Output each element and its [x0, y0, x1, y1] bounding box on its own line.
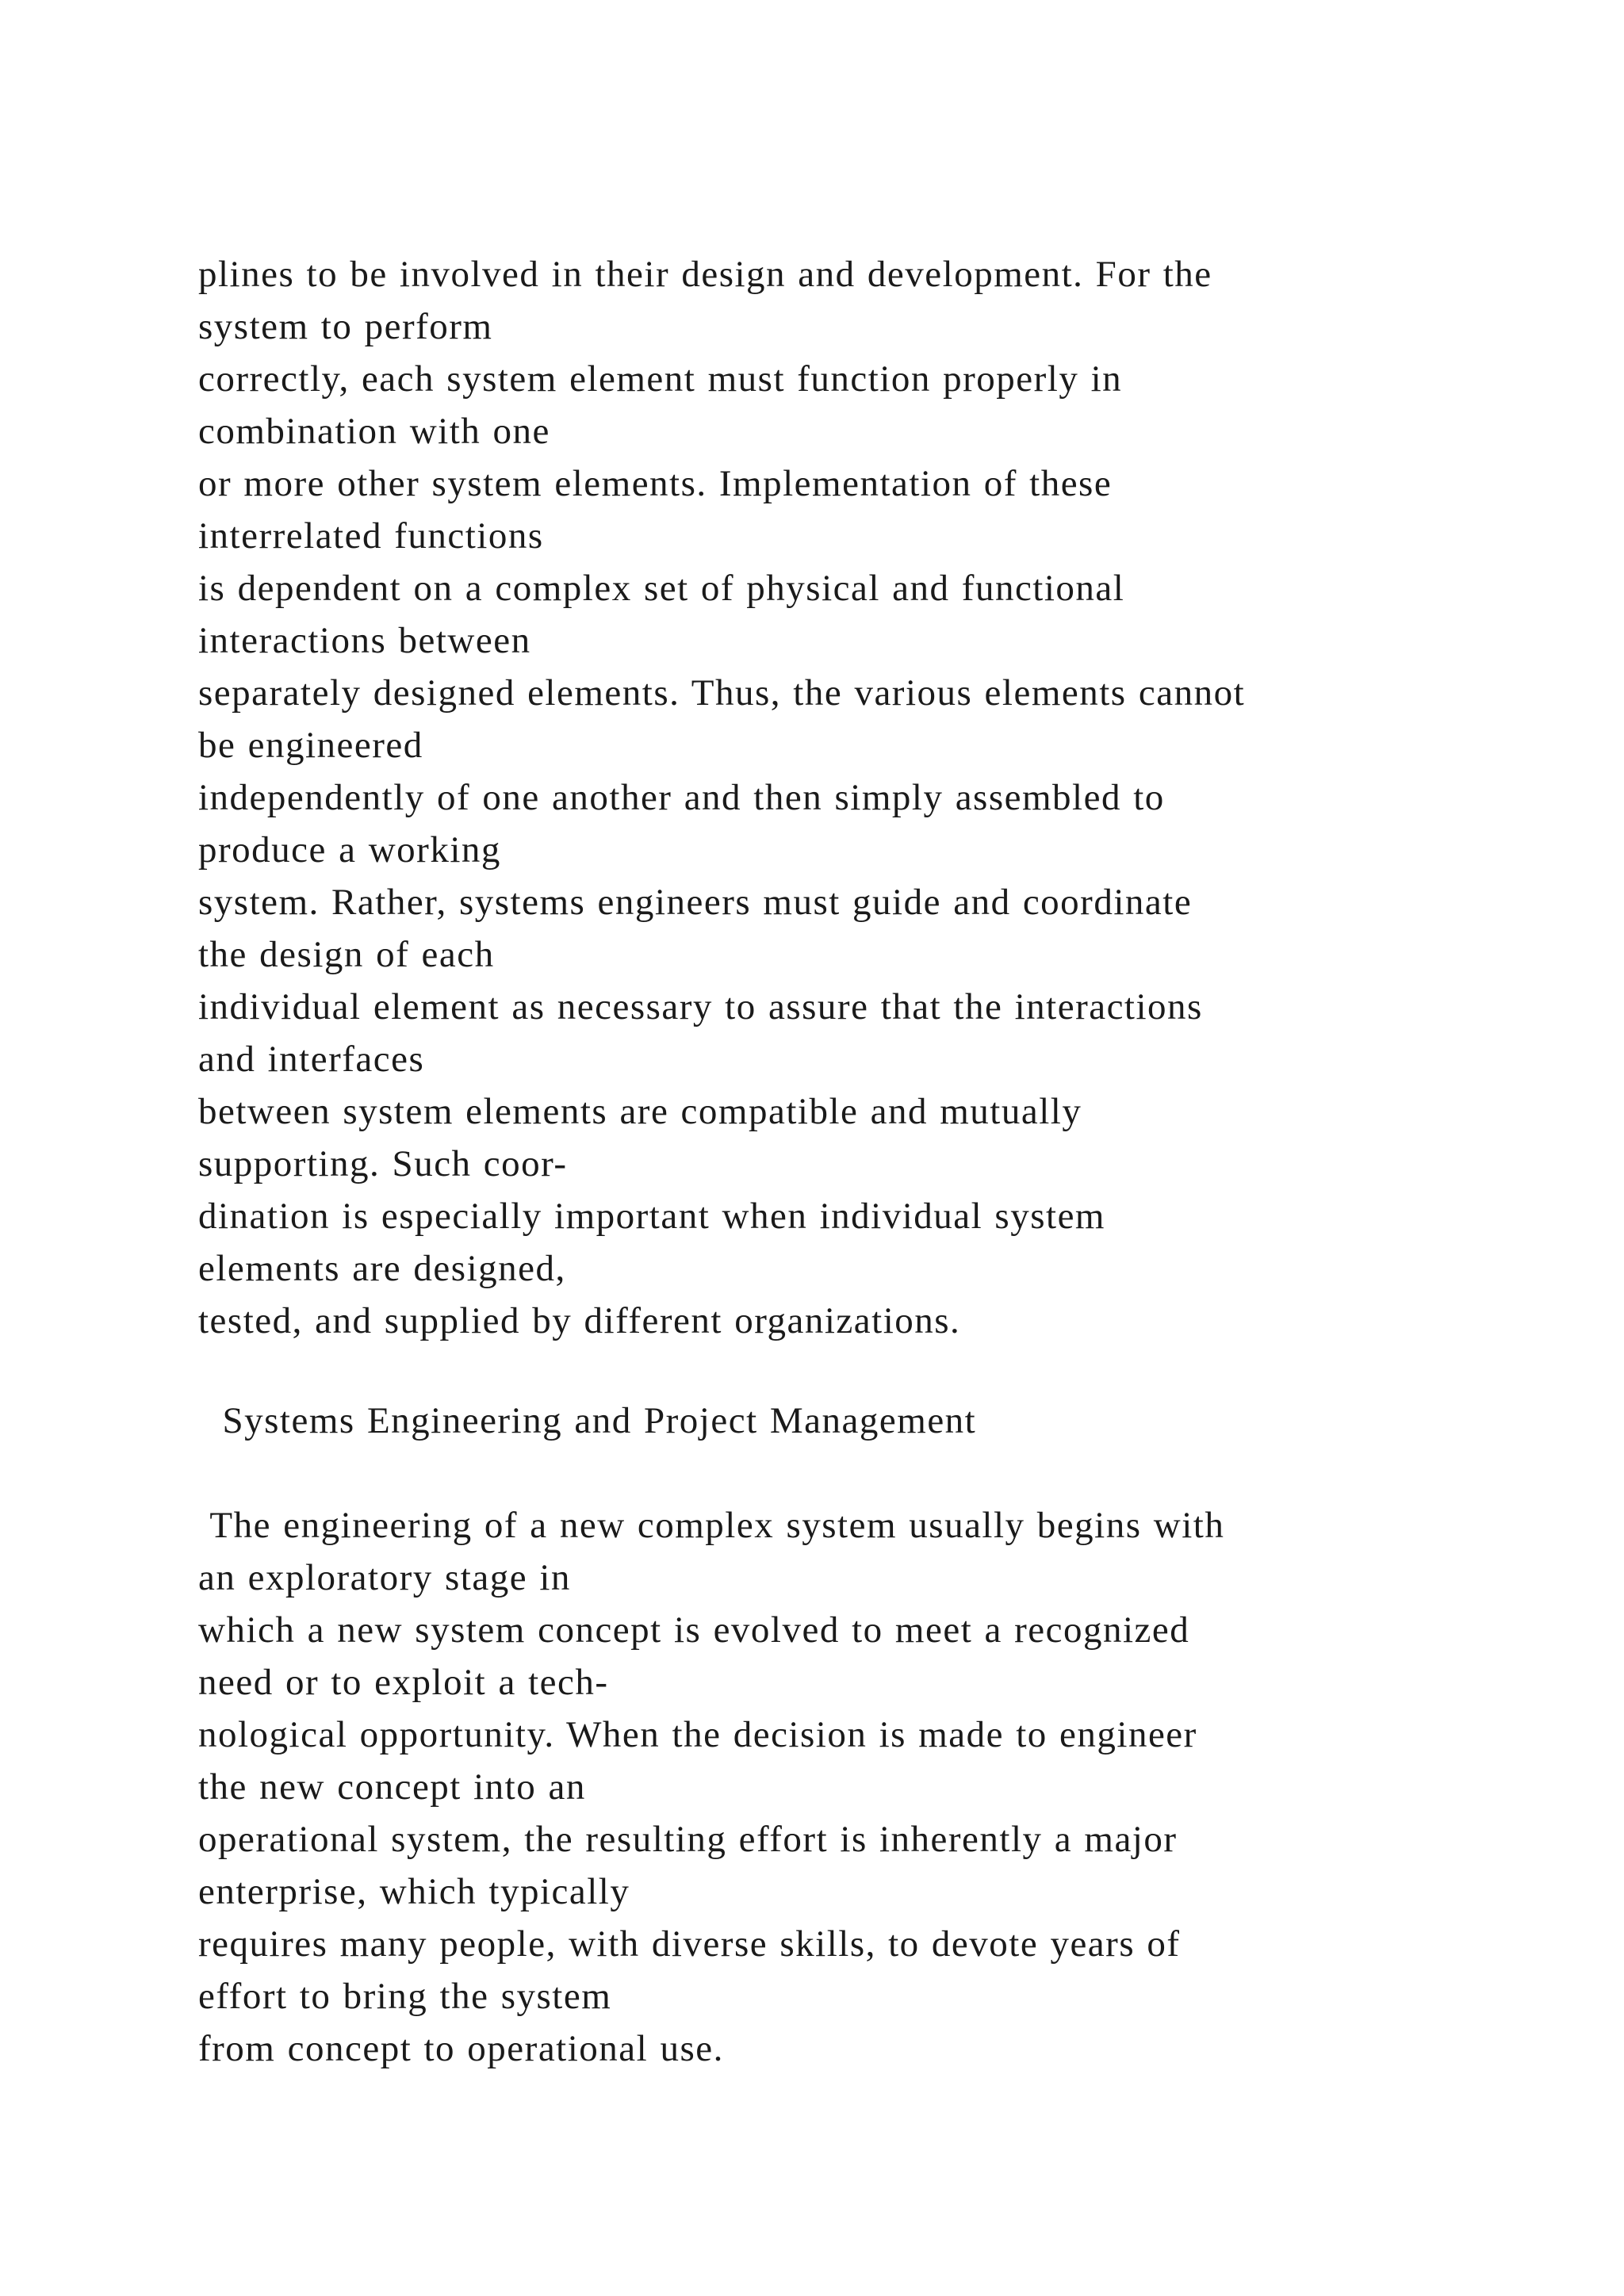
text-line: tested, and supplied by different organizations.: [198, 1300, 961, 1341]
text-line: combination with one: [198, 411, 550, 452]
text-line: effort to bring the system: [198, 1976, 612, 2017]
text-line: between system elements are compatible and mutually: [198, 1091, 1082, 1132]
text-line: is dependent on a complex set of physical and functional: [198, 568, 1125, 609]
section-heading-text: Systems Engineering and Project Management: [198, 1400, 977, 1441]
text-line: and interfaces: [198, 1039, 425, 1080]
paragraph-systems-integration: [198, 248, 1467, 1347]
text-line: supporting. Such coor-: [198, 1143, 568, 1184]
text-line: independently of one another and then simply assembled to: [198, 777, 1165, 818]
text-line: operational system, the resulting effort is inherently a major: [198, 1819, 1178, 1860]
text-line: the new concept into an: [198, 1766, 586, 1808]
text-line: elements are designed,: [198, 1248, 566, 1289]
text-line: system. Rather, systems engineers must guide and coordinate: [198, 882, 1193, 923]
text-line: which a new system concept is evolved to meet a recognized: [198, 1609, 1190, 1651]
text-line: dination is especially important when individual system: [198, 1196, 1105, 1237]
text-line: system to perform: [198, 306, 493, 347]
text-line: interrelated functions: [198, 515, 544, 557]
text-line: be engineered: [198, 725, 423, 766]
section-heading: [198, 1395, 1467, 1447]
text-line: plines to be involved in their design and development. For the: [198, 254, 1212, 295]
text-line: interactions between: [198, 620, 531, 661]
text-line: need or to exploit a tech-: [198, 1662, 609, 1703]
text-line: produce a working: [198, 829, 501, 871]
text-line: correctly, each system element must function properly in: [198, 358, 1123, 400]
text-line: enterprise, which typically: [198, 1871, 630, 1912]
text-line: from concept to operational use.: [198, 2028, 724, 2069]
text-line: or more other system elements. Implementation of these: [198, 463, 1113, 504]
text-line: requires many people, with diverse skills, to devote years of: [198, 1923, 1181, 1965]
text-line: nological opportunity. When the decision is made to engineer: [198, 1714, 1197, 1755]
text-line: separately designed elements. Thus, the various elements cannot: [198, 672, 1246, 714]
text-line: The engineering of a new complex system usually begins with: [198, 1505, 1225, 1546]
text-line: the design of each: [198, 934, 495, 975]
paragraph-project-management: [198, 1499, 1467, 2075]
text-line: an exploratory stage in: [198, 1557, 571, 1598]
text-line: individual element as necessary to assure that the interactions: [198, 986, 1203, 1027]
